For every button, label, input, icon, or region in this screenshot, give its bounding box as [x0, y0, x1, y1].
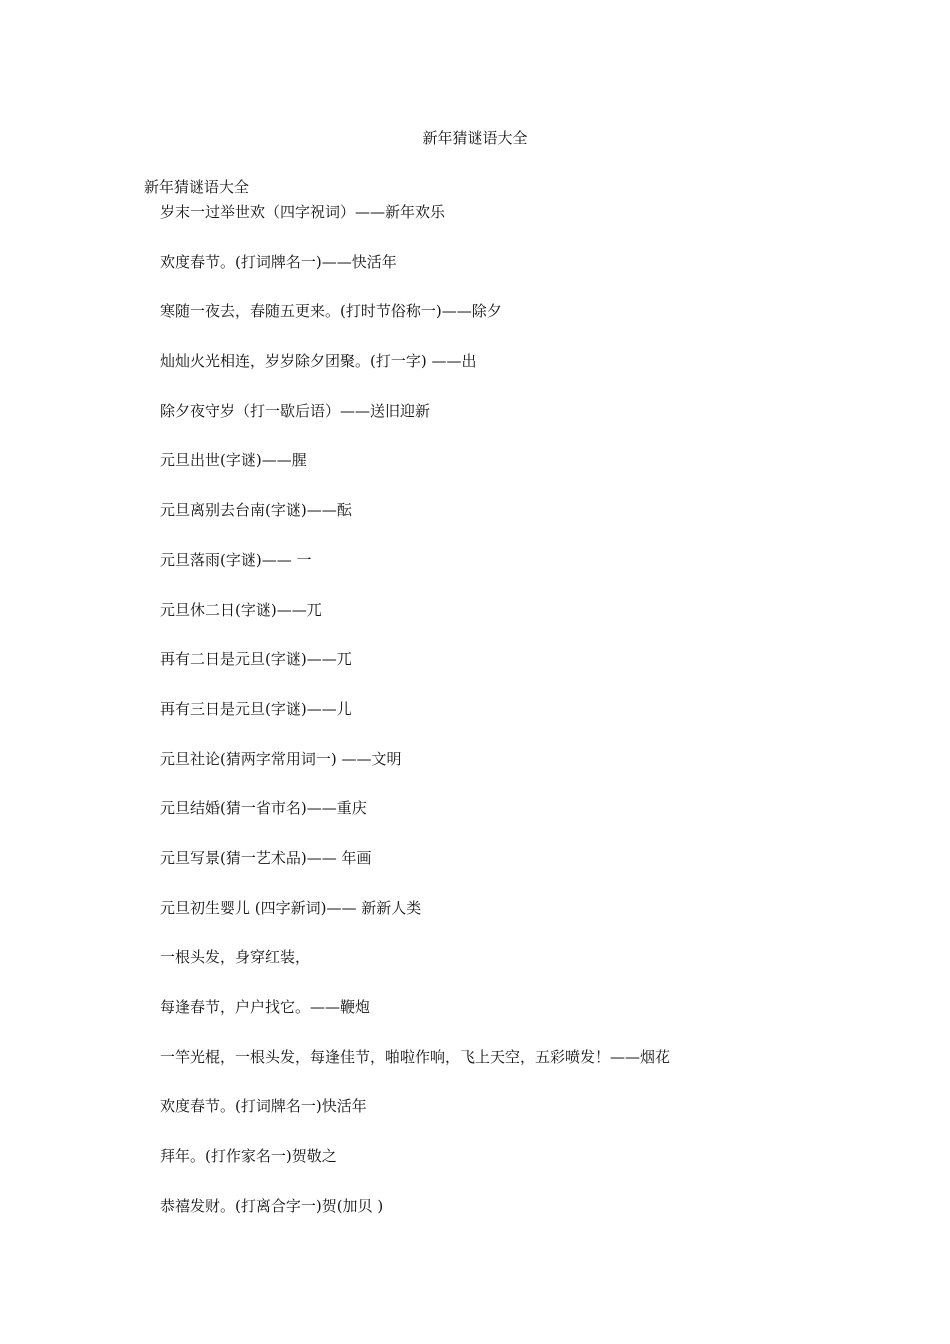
riddle-line: 拜年。(打作家名一)贺敬之 [160, 1147, 337, 1166]
riddle-line: 一根头发，身穿红装， [160, 948, 311, 967]
riddle-line: 元旦社论(猜两字常用词一) ——文明 [160, 749, 402, 768]
riddle-line: 元旦写景(猜一艺术品)—— 年画 [160, 848, 372, 867]
riddle-list [160, 202, 860, 1245]
riddle-line: 岁末一过举世欢（四字祝词）——新年欢乐 [160, 203, 446, 221]
riddle-line: 每逢春节，户户找它。——鞭炮 [160, 998, 371, 1016]
riddle-line: 恭禧发财。(打离合字一)贺(加贝 ) [160, 1196, 384, 1215]
riddle-line: 再有三日是元旦(字谜)——儿 [160, 699, 352, 718]
section-heading: 新年猜谜语大全 [144, 178, 250, 196]
riddle-line: 欢度春节。(打词牌名一)——快活年 [160, 252, 397, 271]
riddle-line: 灿灿火光相连，岁岁除夕团聚。(打一字) ——出 [160, 352, 477, 371]
riddle-line: 元旦结婚(猜一省市名)——重庆 [160, 799, 367, 818]
riddle-line: 欢度春节。(打词牌名一)快活年 [160, 1097, 367, 1116]
riddle-line: 元旦出世(字谜)——腥 [160, 451, 307, 470]
document-title: 新年猜谜语大全 [422, 129, 528, 147]
riddle-line: 元旦落雨(字谜)—— 一 [160, 550, 312, 569]
riddle-line: 元旦离别去台南(字谜)——酝 [160, 501, 352, 520]
riddle-line: 元旦初生婴儿 (四字新词)—— 新新人类 [160, 898, 422, 917]
riddle-line: 元旦休二日(字谜)——兀 [160, 600, 322, 619]
riddle-line: 一竿光棍，一根头发，每逢佳节，啪啦作响，飞上天空，五彩喷发！——烟花 [160, 1047, 671, 1066]
riddle-line: 寒随一夜去，春随五更来。(打时节俗称一)——除夕 [160, 302, 502, 321]
riddle-line: 除夕夜守岁（打一歇后语）——送旧迎新 [160, 401, 431, 420]
riddle-line: 再有二日是元旦(字谜)——兀 [160, 650, 352, 669]
